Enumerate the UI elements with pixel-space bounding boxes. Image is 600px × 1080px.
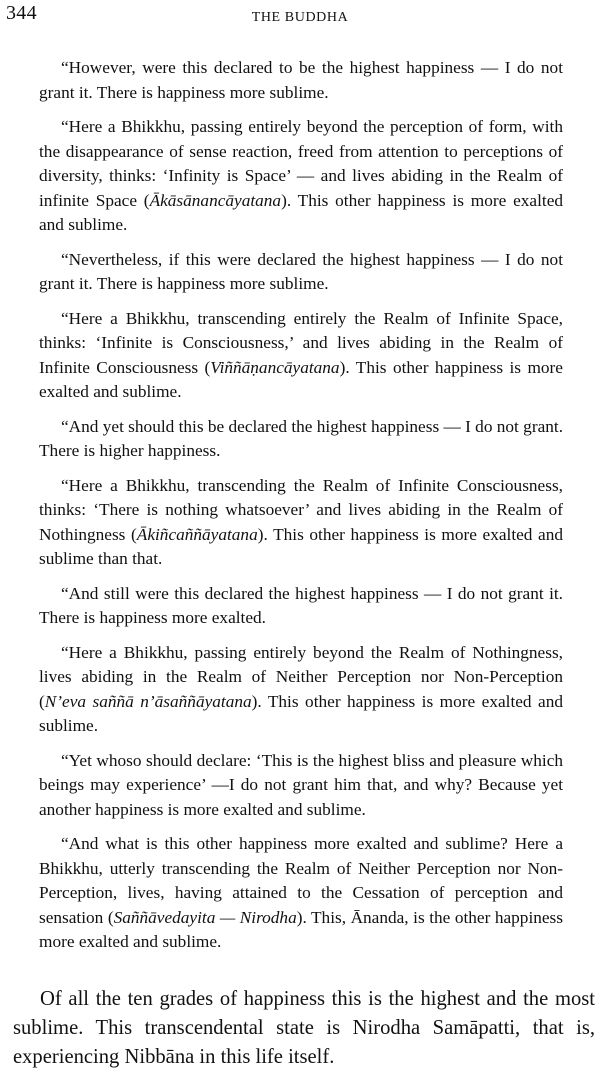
pali-term: Viññāṇancāyatana [210, 357, 340, 377]
paragraph-text: ). This other happiness is more exalted and sublime than that. [39, 524, 563, 568]
paragraph-3 [39, 248, 563, 297]
pali-term: Ākiñcaññāyatana [136, 524, 258, 544]
paragraph-text: “Yet whoso should declare: ‘This is the highest bliss and pleasure which beings may experience’ —I do not grant him that, and why? Because yet another happiness is more exalted and sublime. [39, 750, 563, 819]
paragraph-text: “Nevertheless, if this were declared the highest happiness — I do not grant it. There is happiness more sublime. [39, 249, 563, 293]
paragraph-text: “And still were this declared the highest happiness — I do not grant it. There is happiness more exalted. [39, 583, 563, 627]
paragraph-text: ). This other happiness is more exalted and sublime. [39, 357, 563, 401]
paragraph-text: “And what is this other happiness more exalted and sublime? Here a Bhikkhu, utterly transcending the Realm of Neither Perception nor Non-Perception, lives, having attained to the Cessation of perception and sensation ( [39, 834, 563, 927]
paragraph-5 [39, 415, 563, 464]
paragraph-2 [39, 115, 563, 238]
pali-term: N’eva saññā n’āsaññāyatana [44, 691, 252, 711]
paragraph-text: ). This other happiness is more exalted and sublime. [39, 190, 564, 234]
paragraph-text: “Here a Bhikkhu, passing entirely beyond the Realm of Nothingness, lives abiding in the Realm of Neither Perception nor Non-Perception ( [39, 642, 563, 711]
running-header-title: THE BUDDHA [251, 10, 349, 25]
paragraph-text: “And yet should this be declared the highest happiness — I do not grant. There is higher happiness. [39, 416, 564, 460]
paragraph-text: “However, were this declared to be the highest happiness — I do not grant it. There is happiness more sublime. [39, 58, 563, 102]
pali-term: Saññāvedayita — Nirodha [113, 907, 297, 927]
paragraph-text: “Here a Bhikkhu, transcending the Realm of Infinite Consciousness, thinks: ‘There is nothing whatsoever’ and lives abiding in the Realm of Nothingness ( [39, 475, 563, 544]
paragraph-7 [39, 582, 563, 631]
paragraph-4 [39, 307, 563, 405]
page-number: 344 [6, 2, 37, 24]
paragraph-10 [39, 832, 563, 955]
paragraph-text: ). This, Ānanda, is the other happiness more exalted and sublime. [39, 907, 564, 951]
paragraph-6 [39, 474, 563, 572]
closing-paragraph: Of all the ten grades of happiness this is the highest and the most sublime. This transcendental state is Nirodha Samāpatti, that is, experiencing Nibbāna in this life itself. [13, 988, 595, 1068]
quoted-passage [39, 56, 563, 965]
paragraph-text: “Here a Bhikkhu, passing entirely beyond the perception of form, with the disappearance of sense reaction, freed from attention to perceptions of diversity, thinks: ‘Infinity is Space’ — and lives abiding in the Realm of infinite Space ( [39, 117, 563, 210]
paragraph-8 [39, 641, 563, 739]
pali-term: Ākāsānancāyatana [149, 190, 282, 210]
paragraph-1 [39, 56, 563, 105]
paragraph-text: “Here a Bhikkhu, transcending entirely the Realm of Infinite Space, thinks: ‘Infinite is Consciousness,’ and lives abiding in the Realm of Infinite Consciousness ( [39, 308, 563, 377]
paragraph-text: ). This other happiness is more exalted and sublime. [39, 691, 563, 735]
paragraph-9 [39, 749, 563, 823]
